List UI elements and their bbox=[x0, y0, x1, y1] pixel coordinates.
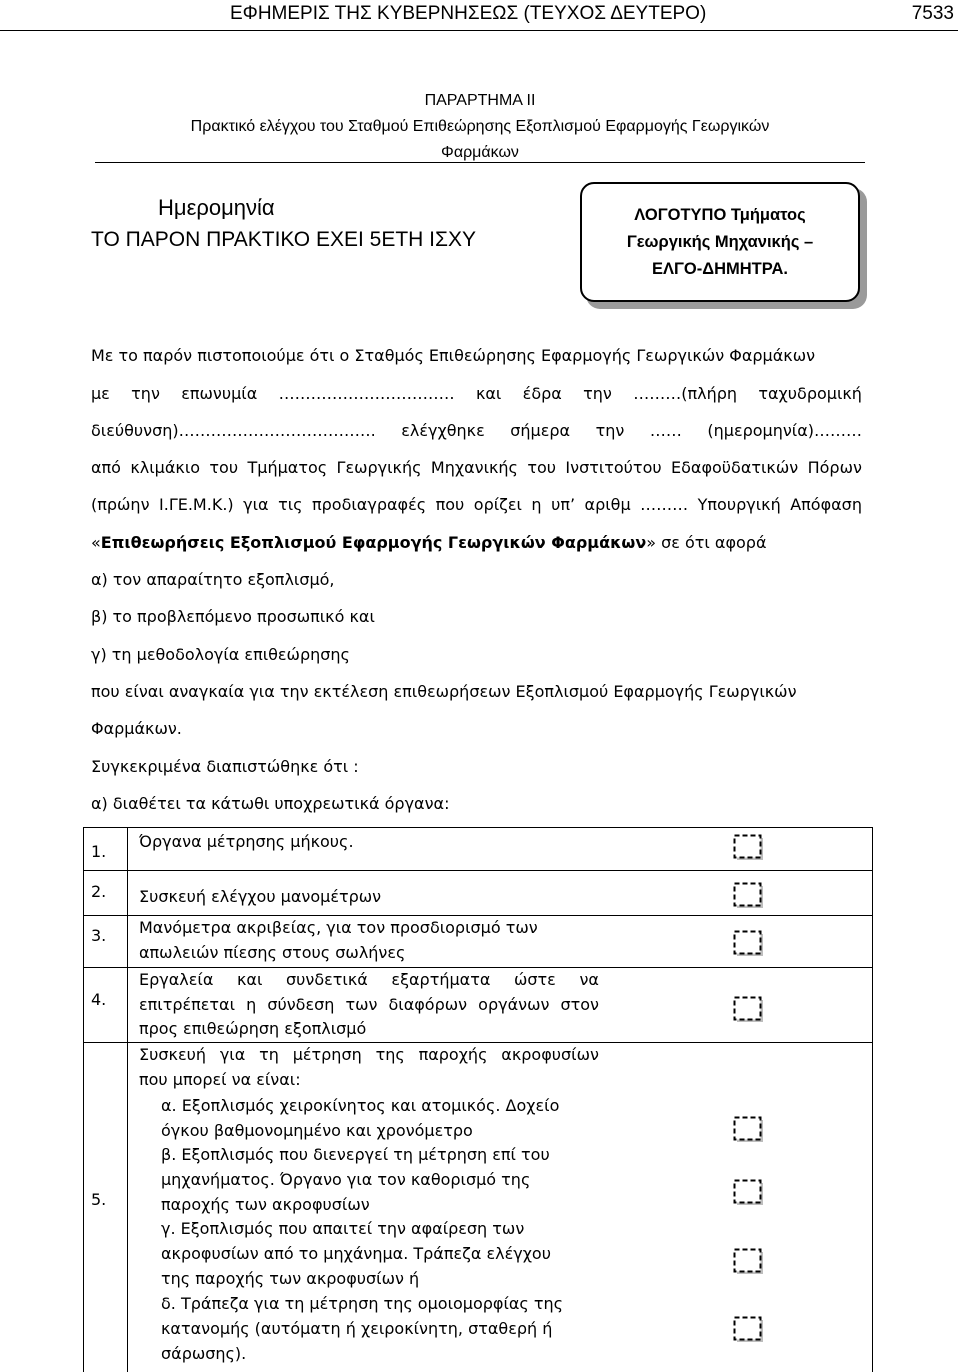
annex-title: ΠΑΡΑΡΤΗΜΑ ΙΙ bbox=[424, 92, 536, 109]
logo-line2: Γεωργικής Μηχανικής – bbox=[626, 232, 814, 251]
dashed-checkbox-icon[interactable] bbox=[733, 1248, 765, 1276]
option-c-line1: γ. Εξοπλισμός που απαιτεί την αφαίρεση των bbox=[161, 1219, 525, 1238]
row-divider bbox=[83, 870, 873, 871]
regulation-title: Επιθεωρήσεις Εξοπλισμού Εφαρμογής Γεωργικών Φαρμάκων bbox=[100, 533, 647, 552]
dashed-checkbox-icon[interactable] bbox=[733, 930, 765, 958]
item-b-staff: β) το προβλεπόμενο προσωπικό και bbox=[91, 607, 375, 626]
option-c-line3: της παροχής των ακροφυσίων ή bbox=[161, 1269, 420, 1288]
option-d-line1: δ. Τράπεζα για τη μέτρηση της ομοιομορφίας της bbox=[161, 1294, 564, 1313]
row-number: 4. bbox=[91, 990, 107, 1009]
row-2-text: Συσκευή ελέγχου μανομέτρων bbox=[139, 887, 382, 906]
header-divider bbox=[0, 30, 958, 31]
row-5-line1: Συσκευή για τη μέτρηση της παροχής ακροφυσίων bbox=[139, 1045, 599, 1064]
option-d-line3: σάρωσης). bbox=[161, 1344, 247, 1363]
row-number: 1. bbox=[91, 842, 107, 861]
annex-subtitle-line1: Πρακτικό ελέγχου του Σταθμού Επιθεώρησης Εξοπλισμού Εφαρμογής Γεωργικών bbox=[190, 118, 770, 135]
gazette-header bbox=[0, 0, 960, 30]
option-b-line3: παροχής των ακροφυσίων bbox=[161, 1195, 370, 1214]
logo-placeholder bbox=[580, 182, 860, 302]
logo-line3: ΕΛΓΟ-ΔΗΜΗΤΡΑ. bbox=[651, 259, 789, 278]
row-3-line2: απωλειών πίεσης στους σωλήνες bbox=[139, 943, 406, 962]
page-number: 7533 bbox=[911, 3, 954, 24]
option-a-line1: α. Εξοπλισμός χειροκίνητος και ατομικός. Δοχείο bbox=[161, 1096, 560, 1115]
table-column-divider bbox=[127, 827, 128, 1372]
row-4-line3: προς επιθεώρηση εξοπλισμό bbox=[139, 1019, 367, 1038]
dashed-checkbox-icon[interactable] bbox=[733, 1116, 765, 1144]
body-line-4: από κλιμάκιο του Τμήματος Γεωργικής Μηχανικής του Ινστιτούτου Εδαφοϋδατικών Πόρων bbox=[91, 458, 862, 477]
row-5-line2: που μπορεί να είναι: bbox=[139, 1070, 301, 1089]
dashed-checkbox-icon[interactable] bbox=[733, 1316, 765, 1344]
body-line-3: διεύθυνση)………………………………. ελέγχθηκε σήμερα την …… (ημερομηνία)……… bbox=[91, 421, 862, 440]
annex-subtitle-line2: Φαρμάκων bbox=[441, 144, 519, 161]
row-1-text: Όργανα μέτρησης μήκους. bbox=[139, 832, 354, 851]
row-number: 2. bbox=[91, 882, 107, 901]
dashed-checkbox-icon[interactable] bbox=[733, 882, 765, 910]
dashed-checkbox-icon[interactable] bbox=[733, 1179, 765, 1207]
body-line-2: με την επωνυμία …………………………… και έδρα την ………(πλήρη ταχυδρομική bbox=[91, 384, 862, 403]
option-b-line2: μηχανήματος. Όργανο για τον καθορισμό της bbox=[161, 1170, 531, 1189]
dashed-checkbox-icon[interactable] bbox=[733, 834, 765, 862]
row-3-line1: Μανόμετρα ακριβείας, για τον προσδιορισμό των bbox=[139, 918, 538, 937]
option-d-line2: κατανομής (αυτόματη ή χειροκίνητη, σταθερή ή bbox=[161, 1319, 553, 1338]
row-number: 3. bbox=[91, 926, 107, 945]
row-4-line1: Εργαλεία και συνδετικά εξαρτήματα ώστε να bbox=[139, 970, 599, 989]
date-label: Ημερομηνία bbox=[158, 195, 275, 220]
body-line-1: Με το παρόν πιστοποιούμε ότι ο Σταθμός Επιθεώρησης Εφαρμογής Γεωργικών Φαρμάκων bbox=[91, 346, 816, 365]
body-line-5: (πρώην Ι.ΓΕ.Μ.Κ.) για τις προδιαγραφές που ορίζει η υπ’ αριθμ ……… Υπουργική Απόφαση bbox=[91, 495, 862, 514]
validity-note: ΤΟ ΠΑΡΟΝ ΠΡΑΚΤΙΚΟ ΕΧΕΙ 5ΕΤΗ ΙΣΧΥ bbox=[91, 228, 476, 251]
row-4-line2: επιτρέπεται η σύνδεση των διαφόρων οργάνων στον bbox=[139, 995, 599, 1014]
logo-line1: ΛΟΓΟΤΥΠΟ Τμήματος bbox=[634, 205, 806, 224]
gazette-title: ΕΦΗΜΕΡΙΣ ΤΗΣ ΚΥΒΕΡΝΗΣΕΩΣ (ΤΕΥΧΟΣ ΔΕΥΤΕΡΟ) bbox=[230, 3, 707, 24]
row-number: 5. bbox=[91, 1190, 107, 1209]
body-line-10: που είναι αναγκαία για την εκτέλεση επιθεωρήσεων Εξοπλισμού Εφαρμογής Γεωργικών bbox=[91, 682, 797, 701]
body-line-6: «Επιθεωρήσεις Εξοπλισμού Εφαρμογής Γεωργικών Φαρμάκων» σε ότι αφορά bbox=[91, 533, 767, 552]
title-divider bbox=[95, 162, 865, 163]
option-b-line1: β. Εξοπλισμός που διενεργεί τη μέτρηση επί του bbox=[161, 1145, 550, 1164]
body-line-12: Συγκεκριμένα διαπιστώθηκε ότι : bbox=[91, 757, 359, 776]
item-a-equipment: α) τον απαραίτητο εξοπλισμό, bbox=[91, 570, 335, 589]
body-line-11: Φαρμάκων. bbox=[91, 719, 182, 738]
body-line-13: α) διαθέτει τα κάτωθι υποχρεωτικά όργανα: bbox=[91, 794, 450, 813]
option-a-line2: όγκου βαθμονομημένο και χρονόμετρο bbox=[161, 1121, 473, 1140]
dashed-checkbox-icon[interactable] bbox=[733, 996, 765, 1024]
item-c-methodology: γ) τη μεθοδολογία επιθεώρησης bbox=[91, 645, 350, 664]
option-c-line2: ακροφυσίων από το μηχάνημα. Τράπεζα ελέγχου bbox=[161, 1244, 551, 1263]
